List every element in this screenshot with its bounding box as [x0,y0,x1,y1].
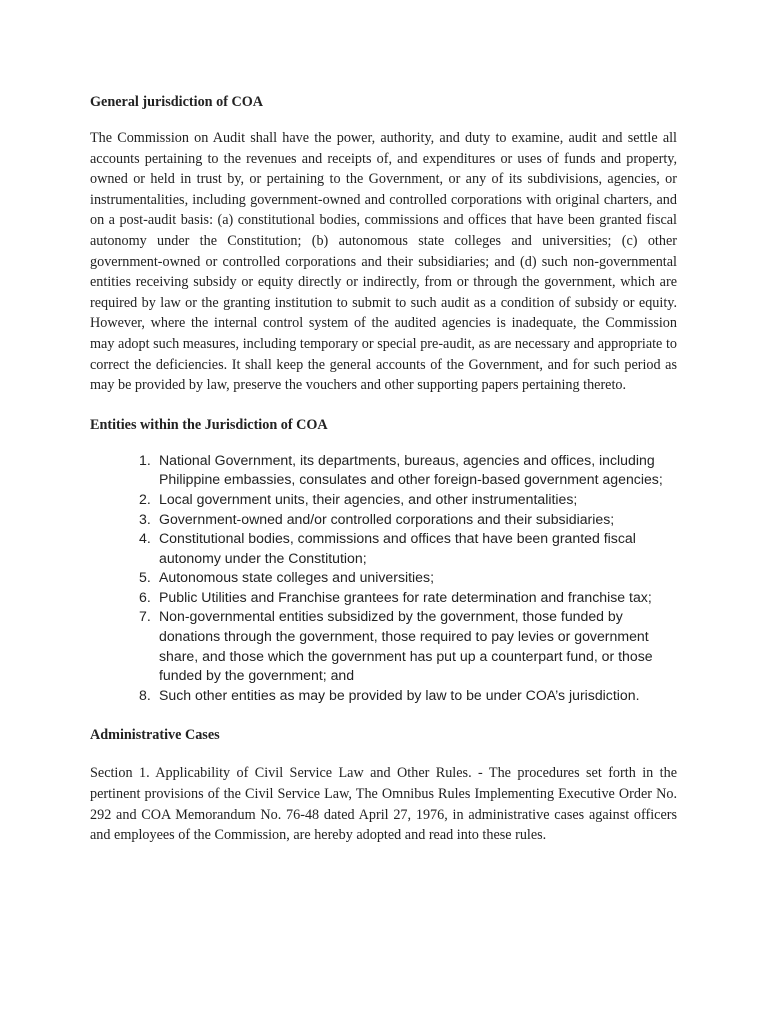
list-item-text: National Government, its departments, bureaus, agencies and offices, including Philippine embassies, consulates and other foreign-based government agencies; [159,451,663,488]
list-item-number: 8. [139,686,151,703]
list-item [90,607,677,685]
section-heading-administrative-cases: Administrative Cases [90,727,220,744]
list-item [90,451,677,490]
list-item [90,568,677,588]
list-item-text: Local government units, their agencies, and other instrumentalities; [159,490,578,507]
list-item [90,529,677,568]
list-item-text: Constitutional bodies, commissions and offices that have been granted fiscal autonomy under the Constitution; [159,530,636,566]
list-item-number: 7. [139,608,151,625]
list-item-number: 5. [139,569,151,586]
list-item-text: Public Utilities and Franchise grantees for rate determination and franchise tax; [159,588,652,605]
list-item [90,686,677,706]
list-item-number: 1. [139,451,151,468]
list-item-number: 4. [139,530,151,547]
list-item [90,490,677,510]
list-item-number: 6. [139,588,151,605]
administrative-cases-paragraph: Section 1. Applicability of Civil Service Law and Other Rules. - The procedures set forth in the pertinent provisions of the Civil Service Law, The Omnibus Rules Implementing Executive Order No. 292 and COA Memorandum No. 76-48 dated April 27, 1976, in administrative cases against officers and employees of the Commission, are hereby adopted and read into these rules. [90,765,677,844]
list-item-text: Government-owned and/or controlled corporations and their subsidiaries; [159,510,615,527]
list-item-number: 3. [139,510,151,527]
list-item-number: 2. [139,490,151,507]
list-item-text: Non-governmental entities subsidized by the government, those funded by donations through the government, those required to pay levies or government share, and those which the government has put up a counterpart fund, or those funded by the government; and [159,608,653,684]
list-item-text: Such other entities as may be provided by law to be under COA’s jurisdiction. [159,686,640,703]
list-item [90,588,677,608]
section-heading-entities: Entities within the Jurisdiction of COA [90,416,328,433]
general-jurisdiction-paragraph: The Commission on Audit shall have the power, authority, and duty to examine, audit and settle all accounts pertaining to the revenues and receipts of, and expenditures or uses of funds and property, owned or held in trust by, or pertaining to the Government, or any of its subdivisions, agencies, or instrumentalities, including government-owned and controlled corporations with original charters, and on a post-audit basis: (a) constitutional bodies, commissions and offices that have been granted fiscal autonomy under the Constitution; (b) autonomous state colleges and universities; (c) other government-owned or controlled corporations and their subsidiaries; and (d) such non-governmental entities receiving subsidy or equity directly or indirectly, from or through the government, which are required by law or the granting institution to submit to such audit as a condition of subsidy or equity. However, where the internal control system of the audited agencies is inadequate, the Commission may adopt such measures, including temporary or special pre-audit, as are necessary and appropriate to correct the deficiencies. It shall keep the general accounts of the Government, and for such period as may be provided by law, preserve the vouchers and other supporting papers pertaining thereto. [90,130,677,394]
list-item [90,510,677,530]
document-page [90,92,677,846]
list-item-text: Autonomous state colleges and universities; [159,569,434,586]
entities-list [90,451,677,706]
section-heading-general-jurisdiction: General jurisdiction of COA [90,94,263,110]
